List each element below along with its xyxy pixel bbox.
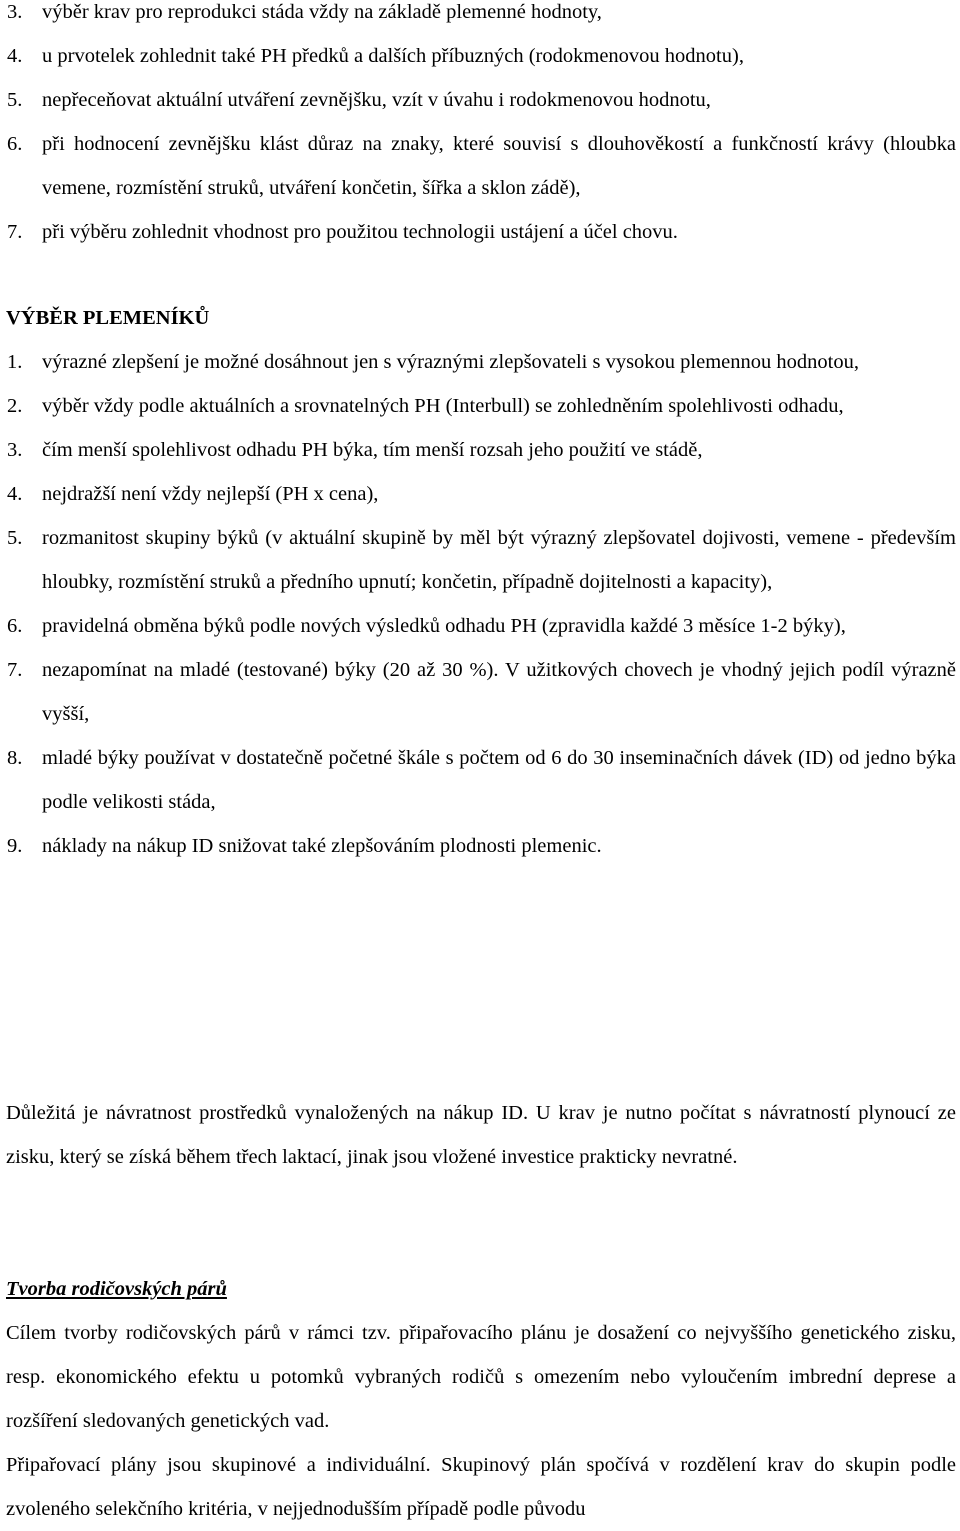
list-item	[0, 516, 956, 604]
section-heading-parent-pairs: Tvorba rodičovských párů	[6, 1278, 227, 1300]
list-item-text: výběr vždy podle aktuálních a srovnatelných PH (Interbull) se zohledněním spolehlivosti odhadu,	[42, 395, 844, 417]
list-item	[0, 736, 956, 824]
list-item	[0, 824, 956, 868]
list-item	[0, 472, 956, 516]
list-item-text: nepřeceňovat aktuální utváření zevnějšku, vzít v úvahu i rodokmenovou hodnotu,	[42, 89, 711, 111]
list-item-number: 4.	[7, 483, 23, 505]
paragraph-mating-plans: Připařovací plány jsou skupinové a individuální. Skupinový plán spočívá v rozdělení krav do skupin podle zvoleného selekčního kritéria, v nejjednodušším případě podle původu	[6, 1454, 956, 1520]
list-item-text: při výběru zohlednit vhodnost pro použitou technologii ustájení a účel chovu.	[42, 221, 678, 243]
paragraph-parent-pairs: Cílem tvorby rodičovských párů v rámci tzv. připařovacího plánu je dosažení co nejvyššího genetického zisku, resp. ekonomického efektu u potomků vybraných rodičů s omezením nebo vyloučením imbrední deprese a rozšíření sledovaných genetických vad.	[6, 1322, 956, 1432]
list-item-text: při hodnocení zevnějšku klást důraz na znaky, které souvisí s dlouhověkostí a funkčností krávy (hloubka vemene, rozmístění struků, utváření končetin, šířka a sklon zádě),	[42, 133, 956, 199]
list-item-number: 1.	[7, 351, 23, 373]
list-item-text: u prvotelek zohlednit také PH předků a dalších příbuzných (rodokmenovou hodnotu),	[42, 45, 744, 67]
list-item-number: 3.	[7, 1, 23, 23]
list-item-number: 7.	[7, 221, 23, 243]
list-item-text: výrazné zlepšení je možné dosáhnout jen s výraznými zlepšovateli s vysokou plemennou hodnotou,	[42, 351, 859, 373]
list-item-text: výběr krav pro reprodukci stáda vždy na základě plemenné hodnoty,	[42, 1, 602, 23]
list-item-number: 7.	[7, 659, 23, 681]
section-heading-sire-selection: VÝBĚR PLEMENÍKŮ	[6, 307, 210, 329]
list-item-text: nezapomínat na mladé (testované) býky (20 až 30 %). V užitkových chovech je vhodný jejich podíl výrazně vyšší,	[42, 659, 956, 725]
list-item	[0, 604, 956, 648]
list-item	[0, 340, 956, 384]
sire-selection-list	[0, 340, 956, 868]
list-item-text: rozmanitost skupiny býků (v aktuální skupině by měl být výrazný zlepšovatel dojivosti, vemene - především hloubky, rozmístění struků a předního upnutí; končetin, případně dojitelnosti a kapacity),	[42, 527, 956, 593]
list-item	[0, 78, 956, 122]
list-item-number: 5.	[7, 527, 23, 549]
list-item-number: 9.	[7, 835, 23, 857]
list-item-text: nejdražší není vždy nejlepší (PH x cena),	[42, 483, 379, 505]
cow-selection-list	[0, 0, 956, 254]
list-item	[0, 210, 956, 254]
list-item	[0, 648, 956, 736]
paragraph-return-on-investment: Důležitá je návratnost prostředků vynaložených na nákup ID. U krav je nutno počítat s návratností plynoucí ze zisku, který se získá během třech laktací, jinak jsou vložené investice prakticky nevratné.	[6, 1102, 956, 1168]
list-item	[0, 34, 956, 78]
list-item-text: mladé býky používat v dostatečně početné škále s počtem od 6 do 30 inseminačních dávek (ID) od jedno býka podle velikosti stáda,	[42, 747, 956, 813]
list-item-text: pravidelná obměna býků podle nových výsledků odhadu PH (zpravidla každé 3 měsíce 1-2 býky),	[42, 615, 846, 637]
list-item	[0, 384, 956, 428]
list-item-number: 3.	[7, 439, 23, 461]
list-item-text: náklady na nákup ID snižovat také zlepšováním plodnosti plemenic.	[42, 835, 602, 857]
list-item-number: 2.	[7, 395, 23, 417]
list-item-number: 8.	[7, 747, 23, 769]
list-item	[0, 428, 956, 472]
list-item-number: 5.	[7, 89, 23, 111]
list-item-number: 6.	[7, 133, 23, 155]
list-item	[0, 122, 956, 210]
list-item-text: čím menší spolehlivost odhadu PH býka, tím menší rozsah jeho použití ve stádě,	[42, 439, 703, 461]
list-item	[0, 0, 956, 34]
list-item-number: 4.	[7, 45, 23, 67]
list-item-number: 6.	[7, 615, 23, 637]
